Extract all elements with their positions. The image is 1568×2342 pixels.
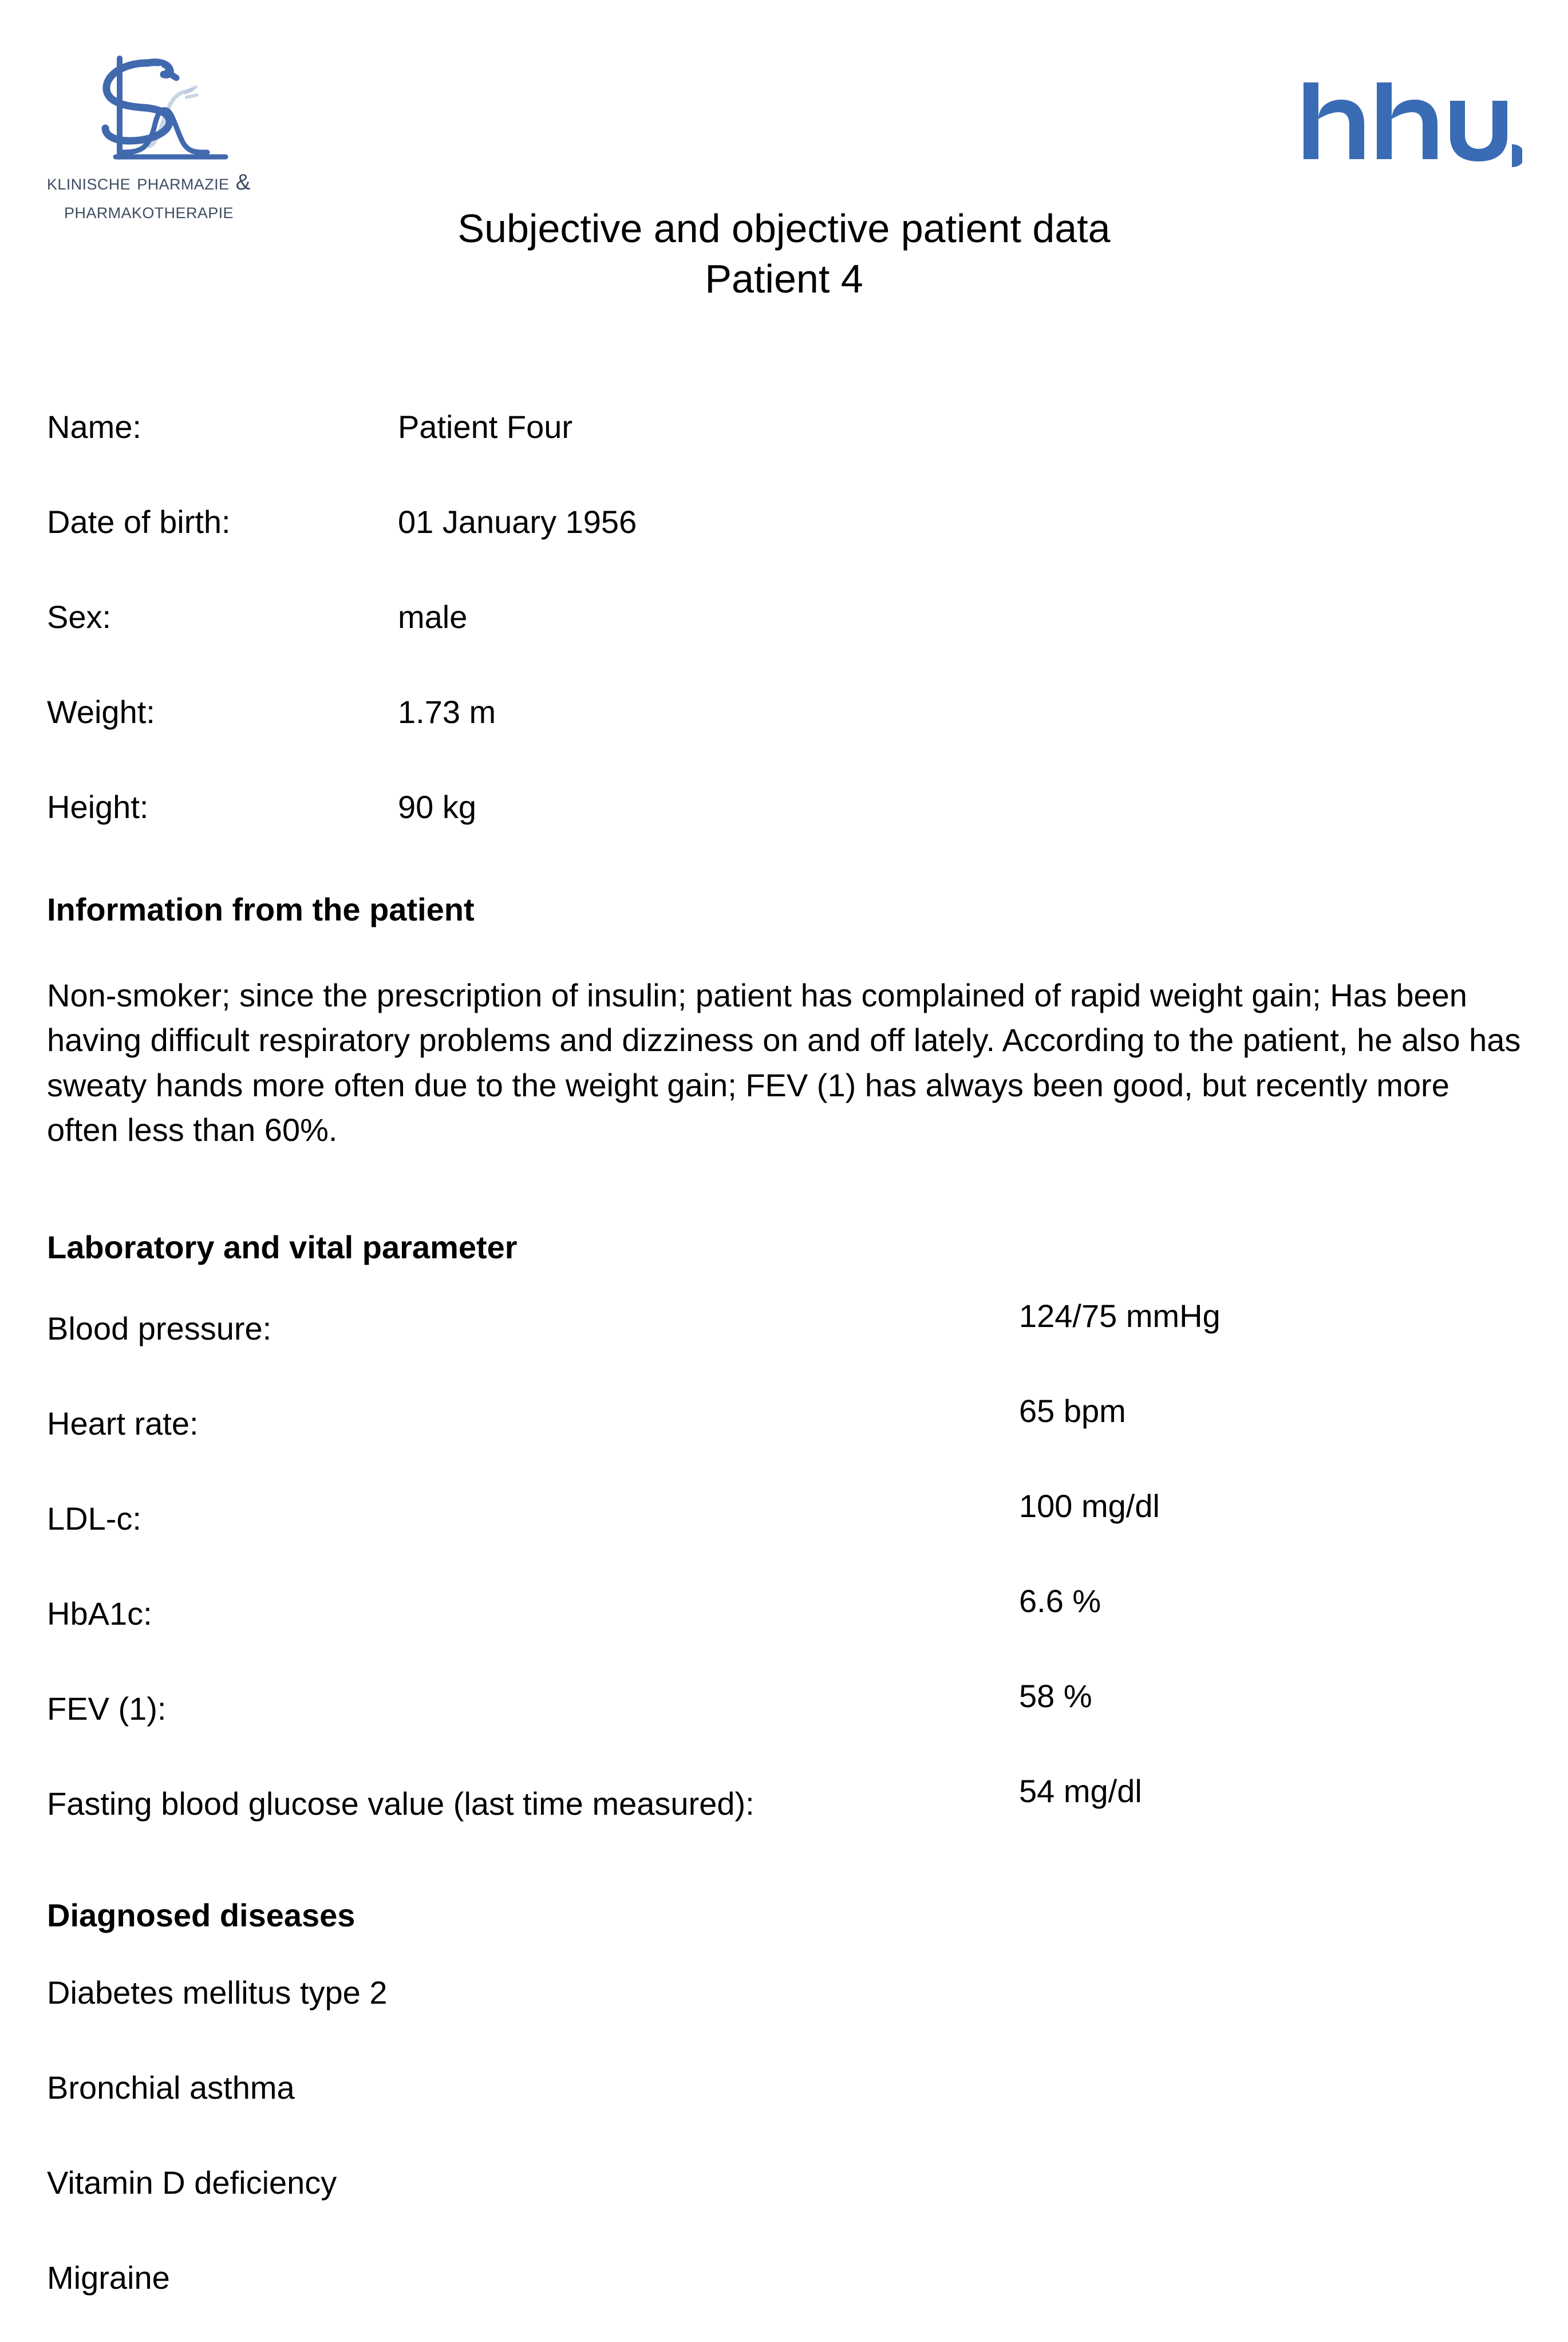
list-item: Bronchial asthma	[47, 2070, 295, 2106]
laboratory-row	[47, 1393, 1524, 1488]
document-header	[0, 0, 1568, 302]
laboratory-value: 54 mg/dl	[1019, 1773, 1142, 1809]
laboratory-heading: Laboratory and vital parameter	[47, 1229, 518, 1265]
demographics-row	[47, 789, 1524, 884]
department-name-line2: pharmakotherapie	[64, 198, 234, 223]
demographics-value: Patient Four	[398, 409, 573, 445]
department-name-line1: klinische pharmazie &	[46, 170, 251, 195]
page-title-line2: Patient 4	[705, 256, 863, 302]
diagnosed-diseases-list	[47, 1975, 1524, 2342]
laboratory-label: Fasting blood glucose value (last time measured):	[47, 1786, 755, 1822]
diagnosed-diseases-heading: Diagnosed diseases	[47, 1897, 356, 1933]
demographics-row	[47, 599, 1524, 694]
laboratory-label: Blood pressure:	[47, 1310, 272, 1346]
demographics-label: Height:	[47, 789, 149, 825]
laboratory-row	[47, 1583, 1524, 1679]
demographics-row	[47, 504, 1524, 599]
demographics-row	[47, 694, 1524, 789]
demographics-value: 90 kg	[398, 789, 476, 825]
demographics-value: 1.73 m	[398, 694, 496, 730]
patient-information-text: Non-smoker; since the prescription of insulin; patient has complained of rapid weight gain; Has been having difficult respiratory problems and dizziness on and off lately. According to the patient, he also has sweaty hands more often due to the weight gain; FEV (1) has always been good, but recently more often less than 60%.	[47, 977, 1521, 1148]
demographics-label: Date of birth:	[47, 504, 231, 540]
laboratory-row	[47, 1298, 1524, 1393]
list-item: Diabetes mellitus type 2	[47, 1974, 388, 2011]
demographics-value: male	[398, 599, 468, 635]
laboratory-row	[47, 1679, 1524, 1774]
page-title-line1: Subjective and objective patient data	[457, 206, 1111, 251]
demographics-label: Sex:	[47, 599, 112, 635]
aesculapius-staff-with-pk-curve-icon	[63, 40, 235, 166]
laboratory-label: FEV (1):	[47, 1691, 167, 1727]
patient-information-heading: Information from the patient	[47, 891, 475, 927]
list-item: Migraine	[47, 2260, 170, 2296]
demographics-label: Weight:	[47, 694, 155, 730]
hhu-university-logo	[1293, 74, 1522, 177]
patient-demographics-table	[47, 409, 1524, 884]
demographics-value: 01 January 1956	[398, 504, 637, 540]
laboratory-table	[47, 1298, 1524, 1869]
page-title	[0, 203, 1568, 304]
laboratory-value: 65 bpm	[1019, 1393, 1126, 1429]
demographics-row	[47, 409, 1524, 504]
demographics-label: Name:	[47, 409, 141, 445]
hhu-wordmark-logo	[1293, 74, 1522, 177]
laboratory-label: HbA1c:	[47, 1595, 152, 1632]
laboratory-value: 100 mg/dl	[1019, 1488, 1160, 1524]
laboratory-row	[47, 1488, 1524, 1583]
laboratory-label: LDL-c:	[47, 1500, 141, 1537]
laboratory-label: Heart rate:	[47, 1405, 199, 1441]
department-logo	[34, 40, 263, 226]
laboratory-value: 58 %	[1019, 1678, 1092, 1714]
laboratory-value: 124/75 mmHg	[1019, 1298, 1221, 1334]
laboratory-value: 6.6 %	[1019, 1583, 1101, 1619]
laboratory-row	[47, 1774, 1524, 1869]
list-item: Vitamin D deficiency	[47, 2165, 337, 2201]
